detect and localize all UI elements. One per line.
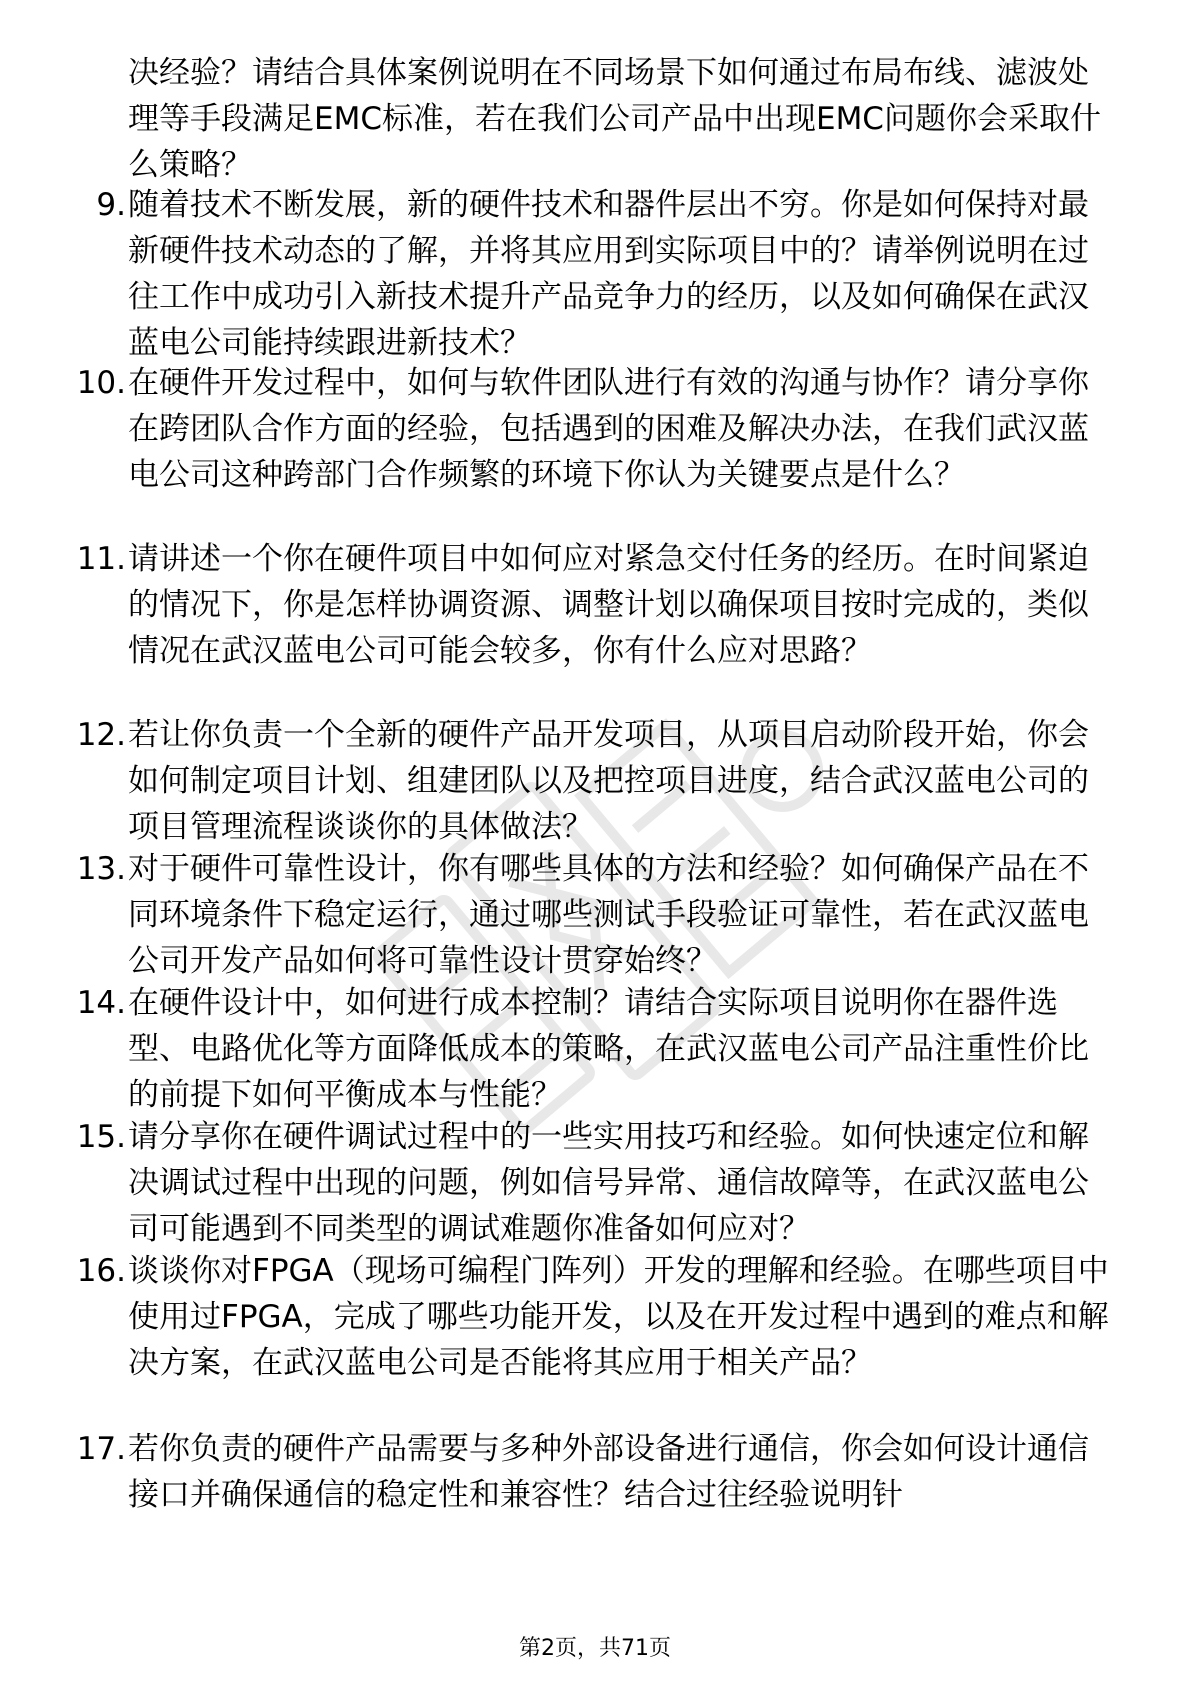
question-17 (60, 1426, 1120, 1518)
question-10 (60, 360, 1120, 498)
question-text: 在硬件设计中，如何进行成本控制？请结合实际项目说明你在器件选型、电路优化等方面降低成本的策略，在武汉蓝电公司产品注重性价比的前提下如何平衡成本与性能？ (128, 985, 1089, 1113)
question-number: 13. (76, 851, 126, 887)
question-text: 在硬件开发过程中，如何与软件团队进行有效的沟通与协作？请分享你在跨团队合作方面的经验，包括遇到的困难及解决办法，在我们武汉蓝电公司这种跨部门合作频繁的环境下你认为关键要点是什么？ (128, 365, 1089, 493)
question-text: 若让你负责一个全新的硬件产品开发项目，从项目启动阶段开始，你会如何制定项目计划、组建团队以及把控项目进度，结合武汉蓝电公司的项目管理流程谈谈你的具体做法？ (128, 717, 1089, 845)
question-11 (60, 536, 1120, 674)
question-number: 14. (76, 985, 126, 1021)
question-16 (60, 1248, 1120, 1386)
page-footer: 第2页，共71页 (519, 1636, 671, 1661)
question-number: 17. (76, 1431, 126, 1467)
question-text: 谈谈你对FPGA（现场可编程门阵列）开发的理解和经验。在哪些项目中使用过FPGA，完成了哪些功能开发，以及在开发过程中遇到的难点和解决方案，在武汉蓝电公司是否能将其应用于相关产品？ (128, 1253, 1109, 1381)
question-text: 请讲述一个你在硬件项目中如何应对紧急交付任务的经历。在时间紧迫的情况下，你是怎样协调资源、调整计划以确保项目按时完成的，类似情况在武汉蓝电公司可能会较多，你有什么应对思路？ (128, 541, 1089, 669)
question-12 (60, 712, 1120, 850)
question-9 (60, 182, 1120, 366)
question-text: 随着技术不断发展，新的硬件技术和器件层出不穷。你是如何保持对最新硬件技术动态的了解，并将其应用到实际项目中的？请举例说明在过往工作中成功引入新技术提升产品竞争力的经历，以及如何确保在武汉蓝电公司能持续跟进新技术？ (128, 187, 1089, 361)
question-text: 请分享你在硬件调试过程中的一些实用技巧和经验。如何快速定位和解决调试过程中出现的问题，例如信号异常、通信故障等，在武汉蓝电公司可能遇到不同类型的调试难题你准备如何应对？ (128, 1119, 1089, 1247)
question-15 (60, 1114, 1120, 1252)
question-13 (60, 846, 1120, 984)
question-number: 15. (76, 1119, 126, 1155)
question-number: 12. (76, 717, 126, 753)
question-14 (60, 980, 1120, 1118)
question-text: 若你负责的硬件产品需要与多种外部设备进行通信，你会如何设计通信接口并确保通信的稳定性和兼容性？结合过往经验说明针 (128, 1431, 1089, 1513)
question-number: 10. (76, 365, 126, 401)
question-number: 11. (76, 541, 126, 577)
question-number: 9. (96, 187, 126, 223)
question-8-continuation: 决经验？请结合具体案例说明在不同场景下如何通过布局布线、滤波处理等手段满足EMC标准，若在我们公司产品中出现EMC问题你会采取什么策略？ (128, 55, 1101, 183)
question-text: 对于硬件可靠性设计，你有哪些具体的方法和经验？如何确保产品在不同环境条件下稳定运行，通过哪些测试手段验证可靠性，若在武汉蓝电公司开发产品如何将可靠性设计贯穿始终？ (128, 851, 1089, 979)
question-number: 16. (76, 1253, 126, 1289)
